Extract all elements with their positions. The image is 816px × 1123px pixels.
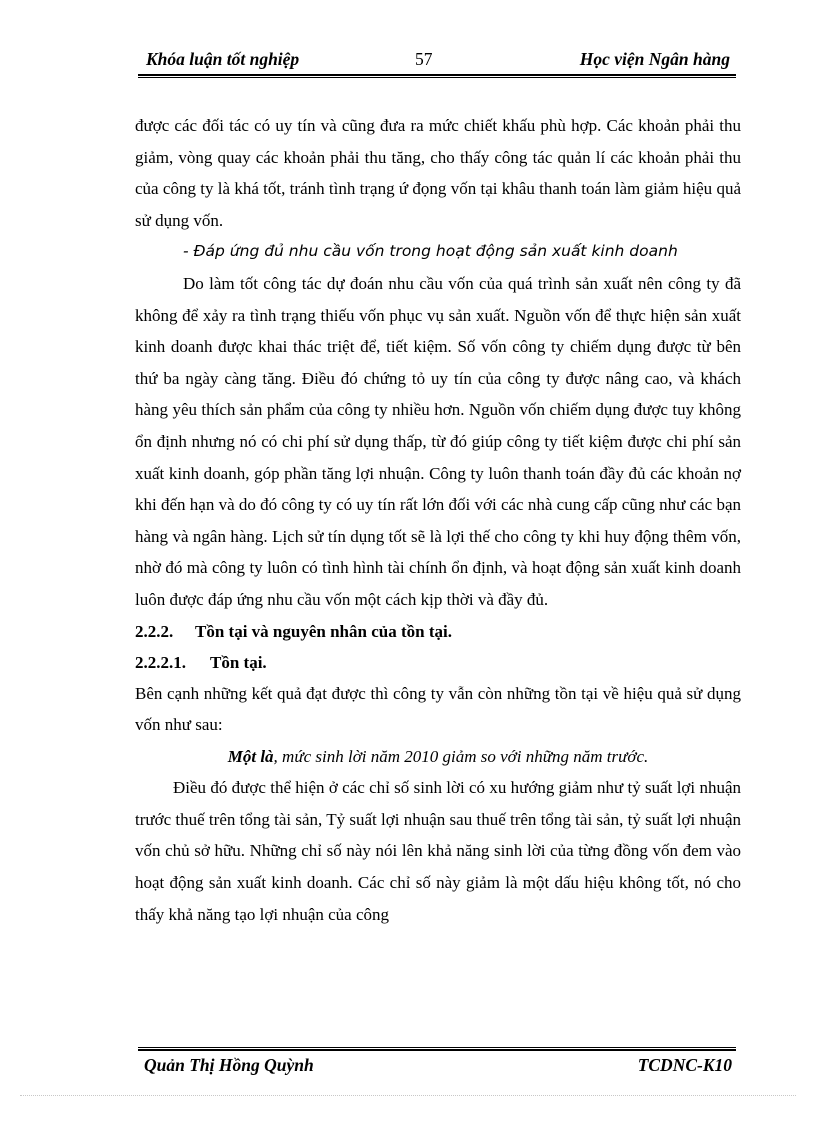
section-number: 2.2.2. [135, 621, 174, 641]
subsection-title: Tồn tại. [210, 652, 267, 672]
header-divider [138, 74, 736, 78]
section-heading-2-2-2-1 [135, 647, 741, 678]
point-one-heading [135, 741, 741, 773]
page-footer [138, 1053, 736, 1079]
subsection-number: 2.2.2.1. [135, 652, 186, 672]
footer-author: Quản Thị Hồng Quỳnh [144, 1055, 314, 1075]
point-one-label: Một là [227, 746, 274, 766]
footer-divider [138, 1047, 736, 1051]
paragraph-limitations-intro: Bên cạnh những kết quả đạt được thì công ty vẫn còn những tồn tại về hiệu quả sử dụng vốn như sau: [135, 683, 741, 735]
header-thesis-title: Khóa luận tốt nghiệp [146, 49, 300, 69]
paragraph-capital-forecast: Do làm tốt công tác dự đoán nhu cầu vốn của quá trình sản xuất nên công ty đã không để xảy ra tình trạng thiếu vốn phục vụ sản xuất. Nguồn vốn để thực hiện sản xuất kinh doanh được khai thác triệt để, tiết kiệm. Số vốn công ty chiếm dụng được từ bên thứ ba ngày càng tăng. Điều đó chứng tỏ uy tín của công ty được nâng cao, và khách hàng yêu thích sản phẩm của công ty nhiều hơn. Nguồn vốn chiếm dụng được tuy không ổn định nhưng nó có chi phí sử dụng thấp, từ đó giúp công ty tiết kiệm được chi phí sản xuất kinh doanh, góp phần tăng lợi nhuận. Công ty luôn thanh toán đầy đủ các khoản nợ khi đến hạn và do đó công ty có uy tín rất lớn đối với các nhà cung cấp cũng như các bạn hàng và ngân hàng. Lịch sử tín dụng tốt sẽ là lợi thế cho công ty khi huy động thêm vốn, nhờ đó mà công ty luôn có tình hình tài chính ổn định, và hoạt động sản xuất kinh doanh luôn được đáp ứng nhu cầu vốn một cách kịp thời và đầy đủ. [135, 273, 741, 609]
page-header [138, 46, 736, 74]
point-one-text: , mức sinh lời năm 2010 giảm so với những năm trước. [273, 746, 649, 766]
header-institution: Học viện Ngân hàng [579, 49, 730, 69]
page-number: 57 [415, 49, 433, 69]
footer-class-code: TCDNC-K10 [637, 1055, 732, 1075]
section-title: Tồn tại và nguyên nhân của tồn tại. [195, 621, 452, 641]
subpoint-capital-needs: - Đáp ứng đủ nhu cầu vốn trong hoạt động sản xuất kinh doanh [183, 242, 678, 261]
paragraph-profitability: Điều đó được thể hiện ở các chỉ số sinh lời có xu hướng giảm như tỷ suất lợi nhuận trước thuế trên tổng tài sản, Tỷ suất lợi nhuận sau thuế trên tổng tài sản, tỷ suất lợi nhuận vốn chủ sở hữu. Những chỉ số này nói lên khả năng sinh lời của từng đồng vốn đem vào hoạt động sản xuất kinh doanh. Các chỉ số này giảm là một dấu hiệu không tốt, nó cho thấy khả năng tạo lợi nhuận của công [135, 778, 741, 924]
page-body [135, 110, 741, 930]
section-heading-2-2-2 [135, 616, 741, 647]
paragraph-receivables: được các đối tác có uy tín và cũng đưa ra mức chiết khấu phù hợp. Các khoản phải thu giảm, vòng quay các khoản phải thu tăng, cho thấy công tác quản lí các khoản phải thu của công ty là khá tốt, tránh tình trạng ứ đọng vốn tại khâu thanh toán làm giảm hiệu quả sử dụng vốn. [135, 116, 741, 230]
page-edge-dotted [20, 1095, 796, 1096]
